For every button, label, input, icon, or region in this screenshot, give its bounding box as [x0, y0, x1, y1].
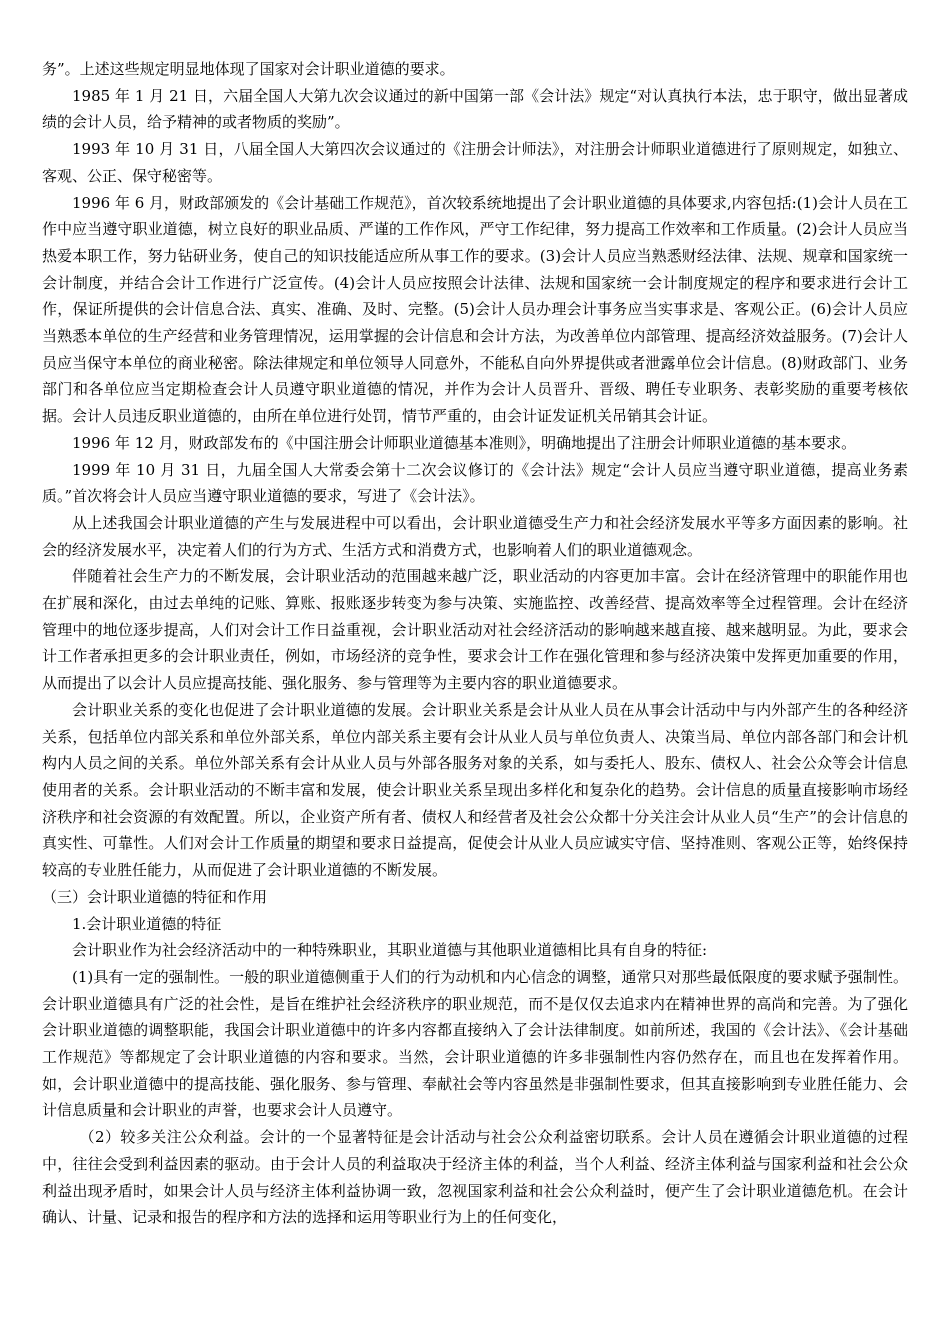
subsection-heading: 1.会计职业道德的特征 [72, 914, 222, 933]
paragraph: 1996 年 12 月，财政部发布的《中国注册会计师职业道德基本准则》，明确地提出了注册会计师职业道德的基本要求。 [72, 433, 857, 452]
section-heading: （三）会计职业道德的特征和作用 [42, 887, 268, 906]
paragraph: 1999 年 10 月 31 日，九届全国人大常委会第十二次会议修订的《会计法》规定“会计人员应当遵守职业道德，提高业务素质。”首次将会计人员应当遵守职业道德的要求，写进了《会计法》。 [42, 460, 908, 506]
paragraph: 1985 年 1 月 21 日，六届全国人大第九次会议通过的新中国第一部《会计法》规定“对认真执行本法，忠于职守，做出显著成绩的会计人员，给予精神的或者物质的奖励”。 [42, 86, 908, 132]
paragraph: 会计职业关系的变化也促进了会计职业道德的发展。会计职业关系是会计从业人员在从事会计活动中与内外部产生的各种经济关系，包括单位内部关系和单位外部关系，单位内部关系主要有会计从业人员与单位负责人、决策当局、单位内部各部门和会计机构内人员之间的关系。单位外部关系有会计从业人员与外部各服务对象的关系，如与委托人、股东、债权人、社会公众等会计信息使用者的关系。会计职业活动的不断丰富和发展，使会计职业关系呈现出多样化和复杂化的趋势。会计信息的质量直接影响市场经济秩序和社会资源的有效配置。所以，企业资产所有者、债权人和经营者及社会公众都十分关注会计从业人员“生产”的会计信息的真实性、可靠性。人们对会计工作质量的期望和要求日益提高，促使会计从业人员应诚实守信、坚持准则、客观公正等，始终保持较高的专业胜任能力，从而促进了会计职业道德的不断发展。 [42, 700, 908, 880]
list-item: （2）较多关注公众利益。会计的一个显著特征是会计活动与社会公众利益密切联系。会计人员在遵循会计职业道德的过程中，往往会受到利益因素的驱动。由于会计人员的利益取决于经济主体的利益，当个人利益、经济主体利益与国家利益和社会公众利益出现矛盾时，如果会计人员与经济主体利益协调一致，忽视国家利益和社会公众利益时，便产生了会计职业道德危机。在会计确认、计量、记录和报告的程序和方法的选择和运用等职业行为上的任何变化， [42, 1128, 908, 1227]
intro-paragraph: 会计职业作为社会经济活动中的一种特殊职业，其职业道德与其他职业道德相比具有自身的特征: [72, 941, 708, 960]
list-item: (1)具有一定的强制性。一般的职业道德侧重于人们的行为动机和内心信念的调整，通常只对那些最低限度的要求赋予强制性。会计职业道德具有广泛的社会性，是旨在维护社会经济秩序的职业规范，而不是仅仅去追求内在精神世界的高尚和完善。为了强化会计职业道德的调整职能，我国会计职业道德中的许多内容都直接纳入了会计法律制度。如前所述，我国的《会计法》、《会计基础工作规范》等都规定了会计职业道德的内容和要求。当然，会计职业道德的许多非强制性内容仍然存在，而且也在发挥着作用。如，会计职业道德中的提高技能、强化服务、参与管理、奉献社会等内容虽然是非强制性要求，但其直接影响到专业胜任能力、会计信息质量和会计职业的声誉，也要求会计人员遵守。 [42, 967, 908, 1120]
paragraph: 1996 年 6 月，财政部颁发的《会计基础工作规范》，首次较系统地提出了会计职业道德的具体要求,内容包括:(1)会计人员在工作中应当遵守职业道德，树立良好的职业品质、严谨的工作作风，严守工作纪律，努力提高工作效率和工作质量。(2)会计人员应当热爱本职工作，努力钻研业务，使自己的知识技能适应所从事工作的要求。(3)会计人员应当熟悉财经法律、法规、规章和国家统一会计制度，并结合会计工作进行广泛宣传。(4)会计人员应按照会计法律、法规和国家统一会计制度规定的程序和要求进行会计工作，保证所提供的会计信息合法、真实、准确、及时、完整。(5)会计人员办理会计事务应当实事求是、客观公正。(6)会计人员应当熟悉本单位的生产经营和业务管理情况，运用掌握的会计信息和会计方法，为改善单位内部管理、提高经济效益服务。(7)会计人员应当保守本单位的商业秘密。除法律规定和单位领导人同意外，不能私自向外界提供或者泄露单位会计信息。(8)财政部门、业务部门和各单位应当定期检查会计人员遵守职业道德的情况，并作为会计人员晋升、晋级、聘任专业职务、表彰奖励的重要考核依据。会计人员违反职业道德的，由所在单位进行处罚，情节严重的，由会计证发证机关吊销其会计证。 [42, 193, 908, 426]
paragraph: 1993 年 10 月 31 日，八届全国人大第四次会议通过的《注册会计师法》，对注册会计师职业道德进行了原则规定，如独立、客观、公正、保守秘密等。 [42, 140, 908, 185]
paragraph: 务”。上述这些规定明显地体现了国家对会计职业道德的要求。 [42, 60, 455, 78]
paragraph: 伴随着社会生产力的不断发展，会计职业活动的范围越来越广泛，职业活动的内容更加丰富。会计在经济管理中的职能作用也在扩展和深化，由过去单纯的记账、算账、报账逐步转变为参与决策、实施监控、改善经营、提高效率等全过程管理。会计在经济管理中的地位逐步提高，人们对会计工作日益重视，会计职业活动对社会经济活动的影响越来越直接、越来越明显。为此，要求会计工作者承担更多的会计职业责任，例如，市场经济的竞争性，要求会计工作在强化管理和参与经济决策中发挥更加重要的作用，从而提出了以会计人员应提高技能、强化服务、参与管理等为主要内容的职业道德要求。 [42, 567, 908, 693]
paragraph: 从上述我国会计职业道德的产生与发展进程中可以看出，会计职业道德受生产力和社会经济发展水平等多方面因素的影响。社会的经济发展水平，决定着人们的行为方式、生活方式和消费方式，也影响着人们的职业道德观念。 [42, 513, 908, 559]
